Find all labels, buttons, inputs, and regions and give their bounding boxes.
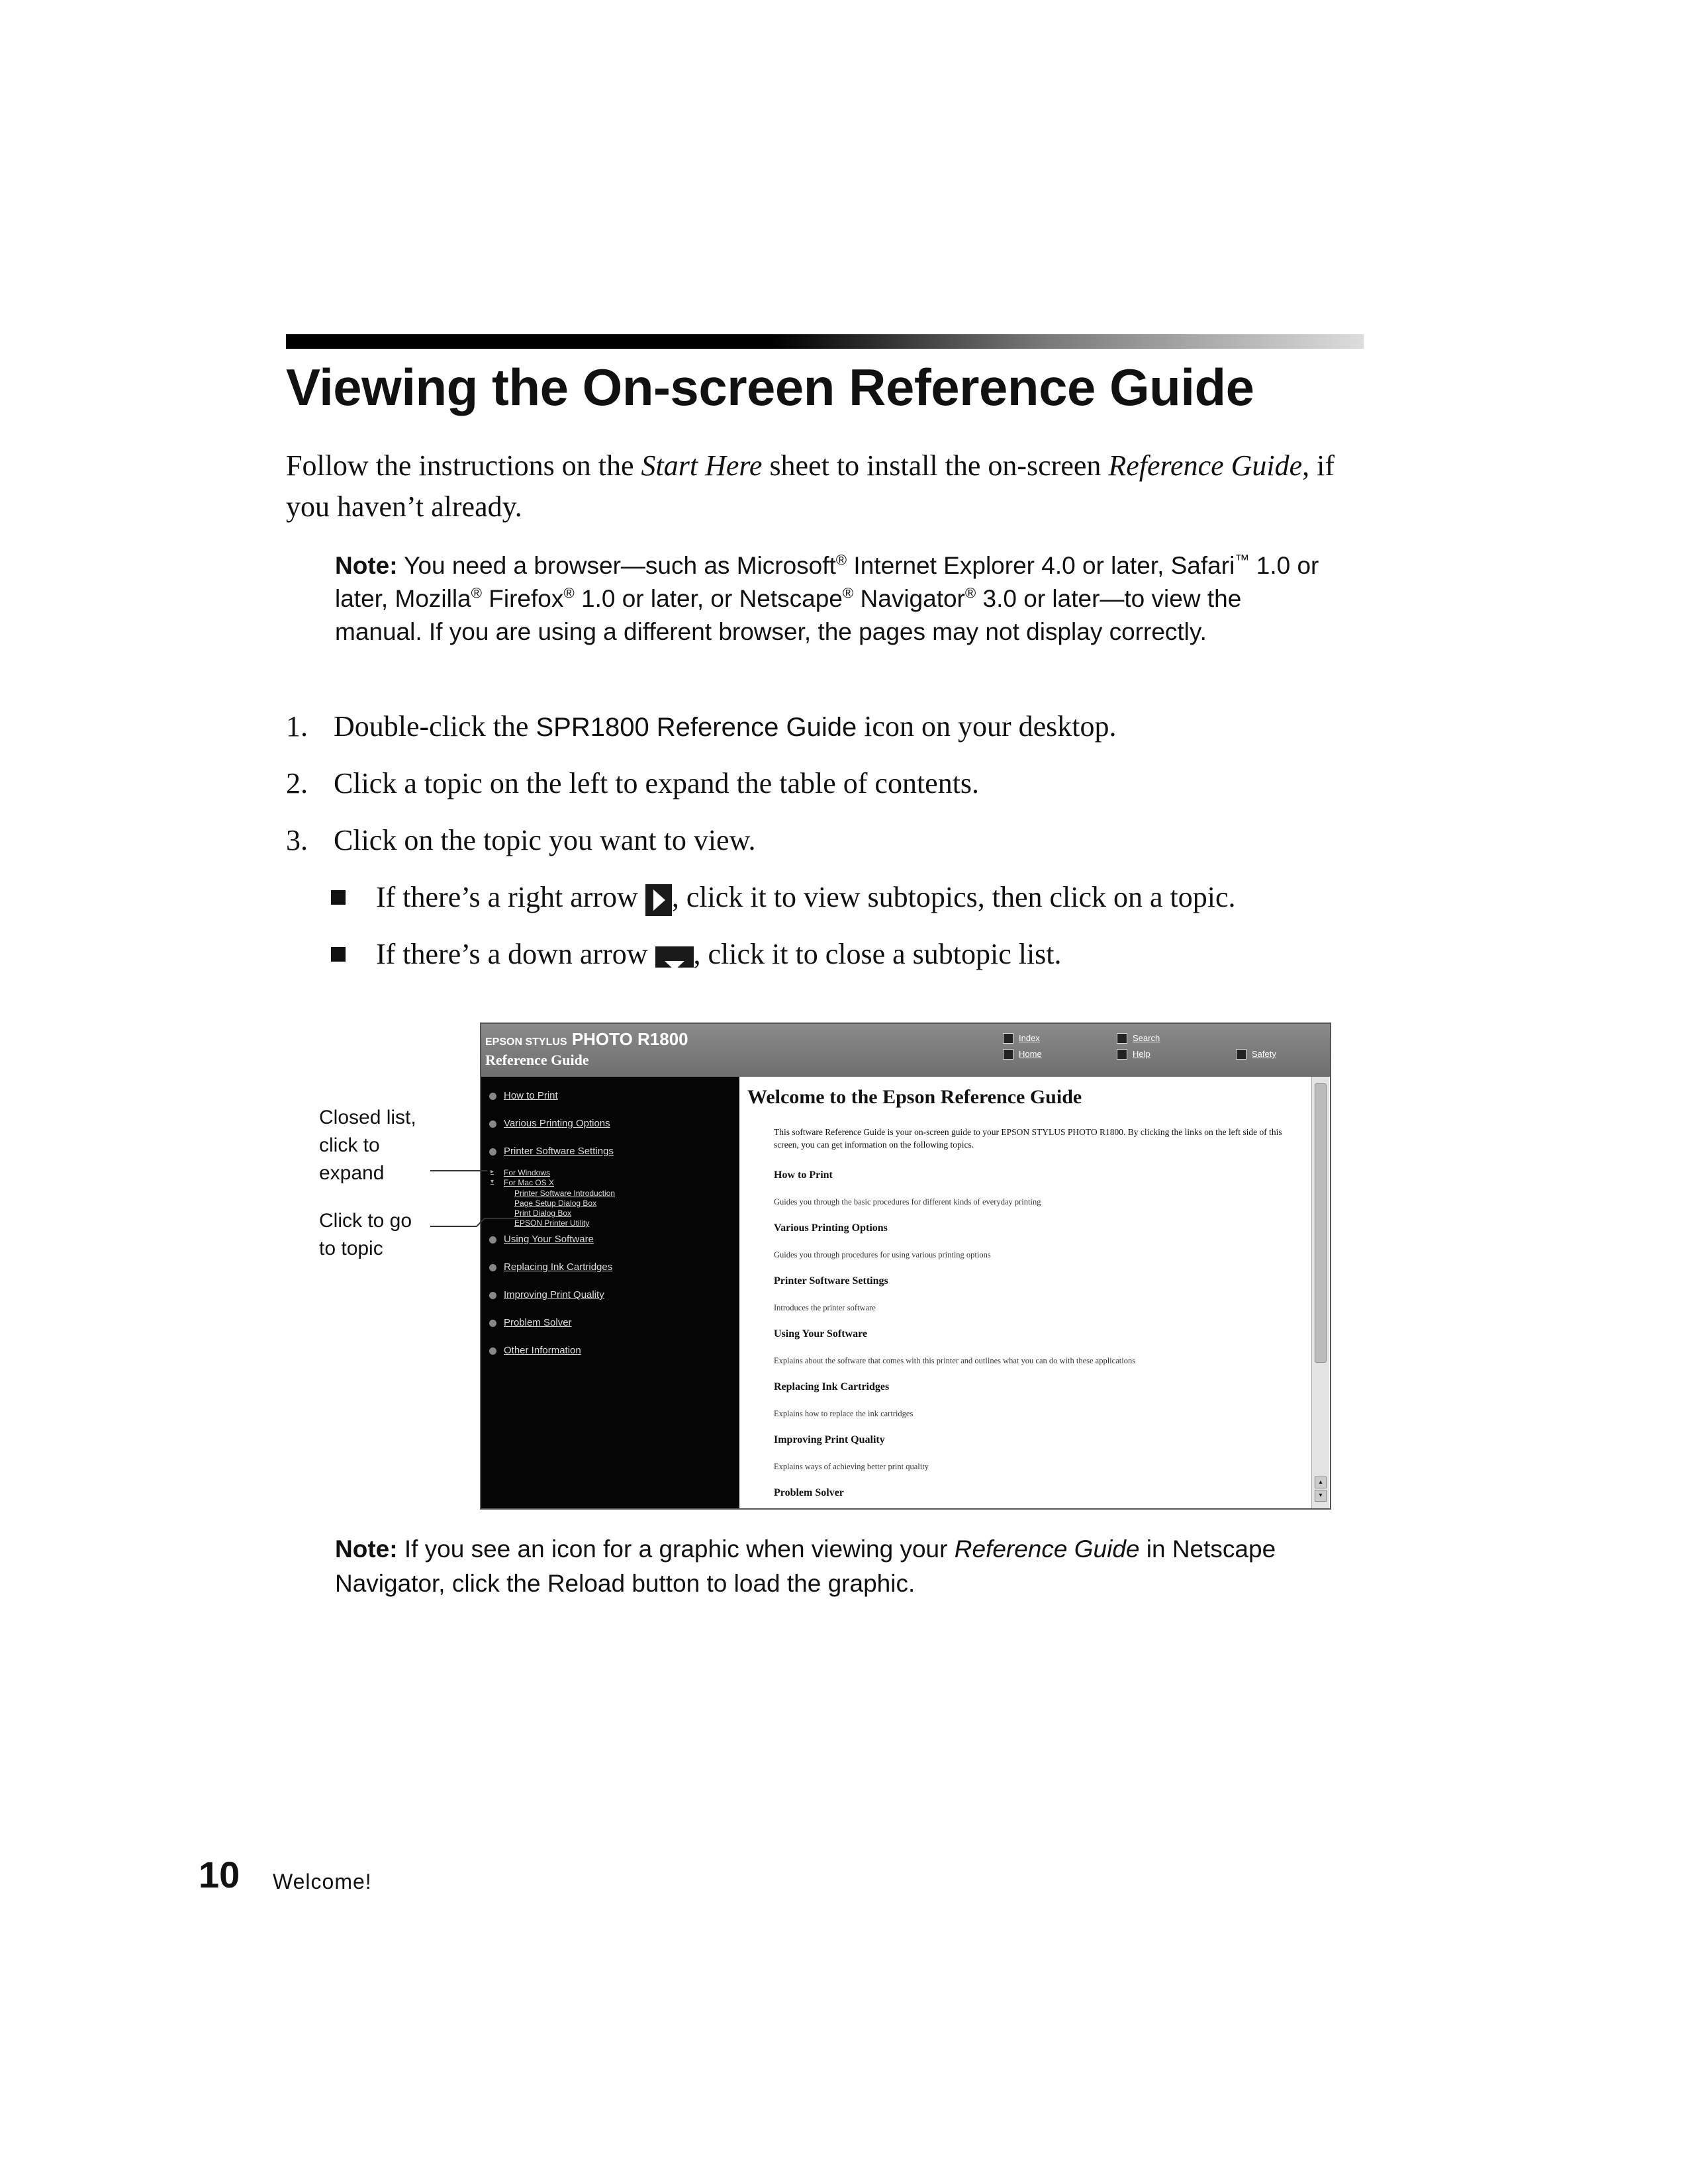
note-label: Note: <box>335 552 398 579</box>
topic-bullet-icon <box>489 1347 496 1355</box>
sidebar-subitem-page-setup-dialog-box[interactable]: Page Setup Dialog Box <box>514 1199 597 1208</box>
note-text: Navigator <box>853 585 965 612</box>
sidebar-item-various-printing-options[interactable]: Various Printing Options <box>504 1118 610 1129</box>
guide-header <box>481 1024 1330 1077</box>
content-heading: Welcome to the Epson Reference Guide <box>747 1086 1082 1108</box>
right-arrow-icon[interactable]: ▸ <box>491 1168 494 1175</box>
graphic-note <box>335 1532 1328 1601</box>
search-link[interactable]: Search <box>1133 1033 1160 1043</box>
registered-mark: ® <box>471 584 482 602</box>
topic-bullet-icon <box>489 1120 496 1128</box>
content-topic-desc: Explains ways of achieving better print quality <box>774 1462 929 1471</box>
callout-click-to-topic <box>319 1207 412 1263</box>
brand-logo <box>485 1029 688 1050</box>
callout-line: Closed list, <box>319 1107 416 1128</box>
start-here-ref: Start Here <box>641 449 763 482</box>
callout-line: to topic <box>319 1238 383 1259</box>
bullet-right-arrow <box>331 878 1236 917</box>
sidebar-item-how-to-print[interactable]: How to Print <box>504 1090 558 1101</box>
sidebar-item-problem-solver[interactable]: Problem Solver <box>504 1317 572 1328</box>
guide-sidebar <box>481 1077 739 1508</box>
content-topic-link[interactable]: Improving Print Quality <box>774 1434 885 1445</box>
step-text: Click on the topic you want to view. <box>334 824 756 856</box>
search-icon[interactable] <box>1117 1033 1127 1044</box>
step-text: icon on your desktop. <box>857 710 1117 743</box>
reference-guide-screenshot <box>480 1023 1331 1510</box>
callout-line: expand <box>319 1162 385 1184</box>
note-text: 1.0 or later, or Netscape <box>574 585 843 612</box>
safety-icon[interactable] <box>1236 1049 1246 1060</box>
note-text: 1.0 or later, Mozilla <box>335 552 1319 612</box>
callout-leader-line <box>430 1170 487 1171</box>
safety-link[interactable]: Safety <box>1252 1049 1276 1059</box>
content-topic-link[interactable]: Replacing Ink Cartridges <box>774 1381 890 1392</box>
registered-mark: ® <box>563 584 575 602</box>
bullet-square <box>331 890 346 905</box>
help-icon[interactable] <box>1117 1049 1127 1060</box>
brand-model: PHOTO R1800 <box>571 1029 688 1049</box>
content-topic-link[interactable]: Problem Solver <box>774 1487 844 1498</box>
sidebar-subitem-epson-printer-utility[interactable]: EPSON Printer Utility <box>514 1218 590 1228</box>
sidebar-item-improving-print-quality[interactable]: Improving Print Quality <box>504 1289 604 1300</box>
reference-guide-ref: Reference Guide <box>1108 449 1303 482</box>
guide-name: Reference Guide <box>485 1052 589 1068</box>
index-link[interactable]: Index <box>1019 1033 1040 1043</box>
bullet-down-arrow <box>331 934 1062 974</box>
index-icon[interactable] <box>1003 1033 1013 1044</box>
section-name: Welcome! <box>273 1870 372 1893</box>
step-2 <box>286 764 979 803</box>
content-topic-desc: Guides you through procedures for using various printing options <box>774 1250 991 1259</box>
note-text: Firefox <box>482 585 564 612</box>
topic-bullet-icon <box>489 1093 496 1100</box>
intro-text: Follow the instructions on the <box>286 449 641 482</box>
reload-button-name: Reload <box>547 1570 626 1597</box>
step-number: 1. <box>286 710 308 743</box>
guide-content <box>739 1077 1309 1508</box>
note-text: Internet Explorer 4.0 or later, Safari <box>847 552 1235 579</box>
page-number: 10 <box>199 1854 240 1895</box>
content-topic-desc: Introduces the printer software <box>774 1303 876 1312</box>
intro-paragraph <box>286 445 1345 527</box>
note-text: 3.0 or later—to view the manual. If you are using a different browser, the pages may not display correctly. <box>335 585 1242 645</box>
content-topic-link[interactable]: How to Print <box>774 1169 833 1181</box>
note-text: If you see an icon for a graphic when viewing your <box>397 1535 955 1563</box>
content-topic-link[interactable]: Various Printing Options <box>774 1222 888 1234</box>
step-number: 3. <box>286 824 308 856</box>
step-3 <box>286 821 755 860</box>
registered-mark: ® <box>835 551 847 569</box>
callout-line: click to <box>319 1134 380 1156</box>
note-text: You need a browser—such as Microsoft <box>397 552 836 579</box>
bullet-text: , click it to view subtopics, then click on a topic. <box>671 881 1236 913</box>
topic-bullet-icon <box>489 1148 496 1156</box>
bullet-text: If there’s a down arrow <box>376 938 655 970</box>
content-topic-desc: Explains about the software that comes with this printer and outlines what you can do with these applications <box>774 1356 1136 1365</box>
callout-leader-line <box>430 1216 518 1230</box>
bullet-text: , click it to close a subtopic list. <box>693 938 1062 970</box>
topic-bullet-icon <box>489 1264 496 1271</box>
callout-closed-list <box>319 1104 416 1187</box>
note-label: Note: <box>335 1535 398 1563</box>
content-topic-link[interactable]: Printer Software Settings <box>774 1275 888 1287</box>
scroll-down-icon[interactable]: ▾ <box>1315 1490 1327 1502</box>
home-icon[interactable] <box>1003 1049 1013 1060</box>
registered-mark: ® <box>964 584 976 602</box>
trademark-mark: ™ <box>1235 551 1250 569</box>
content-topic-desc: Guides you through the basic procedures for different kinds of everyday printing <box>774 1197 1041 1206</box>
note-text: in Netscape Navigator, click the <box>335 1535 1276 1597</box>
help-link[interactable]: Help <box>1133 1049 1150 1059</box>
content-topic-desc: Explains how to replace the ink cartridges <box>774 1409 914 1418</box>
scrollbar-thumb[interactable] <box>1315 1083 1327 1363</box>
scroll-up-icon[interactable]: ▴ <box>1315 1477 1327 1488</box>
step-number: 2. <box>286 767 308 799</box>
sidebar-item-replacing-ink-cartridges[interactable]: Replacing Ink Cartridges <box>504 1261 613 1273</box>
topic-bullet-icon <box>489 1236 496 1244</box>
sidebar-item-for-mac-os-x[interactable]: For Mac OS X <box>504 1178 555 1187</box>
title-rule <box>286 334 1364 349</box>
sidebar-subitem-print-dialog-box[interactable]: Print Dialog Box <box>514 1208 572 1218</box>
topic-bullet-icon <box>489 1292 496 1299</box>
step-text: Double-click the <box>334 710 536 743</box>
sidebar-subitem-printer-software-introduction[interactable]: Printer Software Introduction <box>514 1189 616 1198</box>
sidebar-item-using-your-software[interactable]: Using Your Software <box>504 1234 594 1245</box>
note-text: button to load the graphic. <box>625 1570 915 1597</box>
intro-text: sheet to install the on-screen <box>762 449 1109 482</box>
content-scrollbar[interactable] <box>1311 1077 1329 1508</box>
home-link[interactable]: Home <box>1019 1049 1042 1059</box>
sidebar-item-printer-software-settings[interactable]: Printer Software Settings <box>504 1146 614 1157</box>
reference-guide-ref: Reference Guide <box>954 1535 1140 1563</box>
step-1 <box>286 707 1117 747</box>
content-topic-link[interactable]: Using Your Software <box>774 1328 868 1340</box>
bullet-text: If there’s a right arrow <box>376 881 645 913</box>
down-arrow-icon <box>655 946 694 968</box>
intro-text: , if you haven’t already. <box>286 449 1335 523</box>
sidebar-item-for-windows[interactable]: For Windows <box>504 1168 551 1177</box>
icon-name: SPR1800 Reference Guide <box>536 713 857 742</box>
right-arrow-icon <box>645 884 672 916</box>
content-intro: This software Reference Guide is your on-screen guide to your EPSON STYLUS PHOTO R1800. By clicking the links on the left side of this screen, you can get information on the following topics. <box>774 1127 1282 1150</box>
step-text: Click a topic on the left to expand the table of contents. <box>334 767 980 799</box>
sidebar-item-other-information[interactable]: Other Information <box>504 1345 581 1356</box>
topic-bullet-icon <box>489 1320 496 1327</box>
down-arrow-icon[interactable]: ▾ <box>491 1178 494 1185</box>
brand-line: EPSON STYLUS <box>485 1036 567 1048</box>
callout-line: Click to go <box>319 1210 412 1232</box>
bullet-square <box>331 947 346 962</box>
browser-note <box>335 549 1328 649</box>
registered-mark: ® <box>842 584 854 602</box>
page-title: Viewing the On-screen Reference Guide <box>286 358 1254 416</box>
